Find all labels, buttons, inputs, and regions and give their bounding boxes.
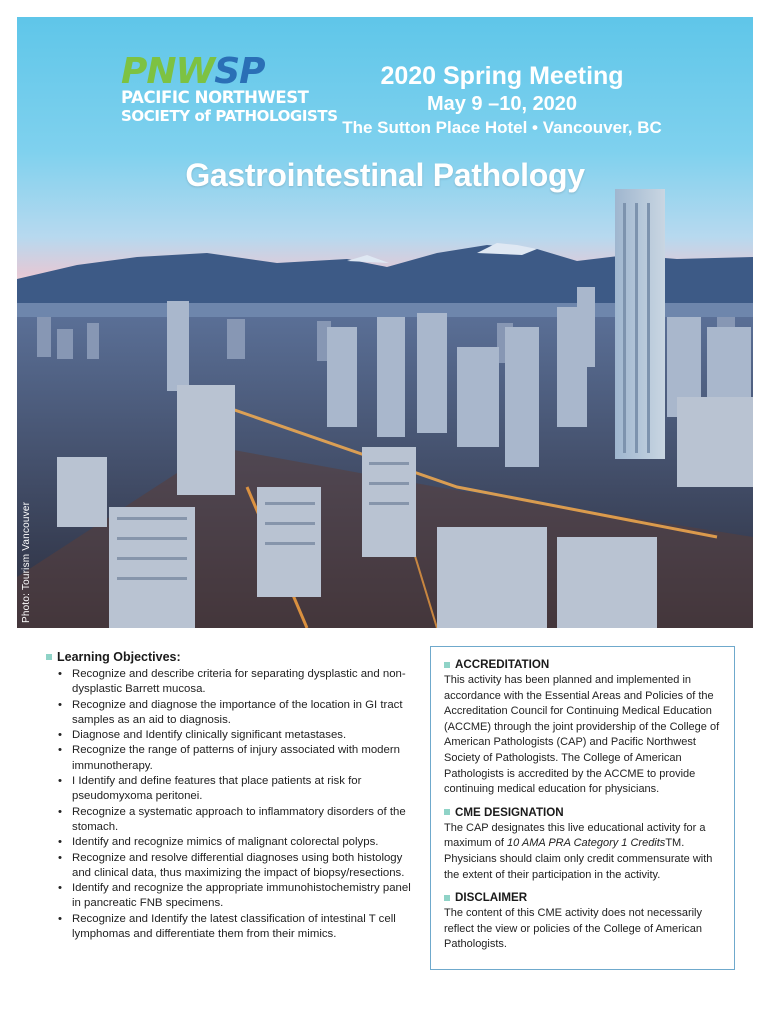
pnwsp-logo (121, 51, 338, 125)
logo-mark: PNWSP (121, 51, 265, 92)
learning-objectives (46, 650, 412, 942)
logo-line-2: SOCIETY of PATHOLOGISTS (121, 107, 338, 125)
photo-credit: Photo: Tourism Vancouver (21, 501, 32, 623)
meeting-venue: The Sutton Place Hotel • Vancouver, BC (342, 118, 662, 137)
bullet-icon: • (58, 851, 62, 864)
meeting-info (317, 61, 687, 139)
list-item: • Recognize and Identify the latest classification of intestinal T cell lymphomas and differentiate them from their mimics. (58, 912, 396, 941)
bullet-icon: • (58, 668, 62, 680)
bullet-icon: • (58, 744, 62, 757)
disclaimer-heading: DISCLAIMER (444, 891, 724, 904)
list-item: • Recognize a systematic approach to inflammatory disorders of the stomach. (58, 805, 406, 833)
list-item: • Diagnose and Identify clinically significant metastases. (46, 728, 412, 743)
bullet-icon: • (58, 805, 62, 818)
square-bullet-icon (444, 662, 450, 668)
accreditation-heading: ACCREDITATION (444, 658, 724, 671)
square-bullet-icon (46, 654, 52, 660)
bullet-icon: • (58, 729, 62, 742)
objectives-list (46, 667, 412, 942)
accreditation-box (430, 646, 735, 970)
cme-text: The CAP designates this live educational activity for a maximum of 10 AMA PRA Category 1 CreditsTM. Physicians should claim only credit commensurate with the extent of their participation in the activity. (444, 821, 713, 881)
meeting-title: 2020 Spring Meeting (380, 62, 624, 90)
disclaimer-text: The content of this CME activity does not necessarily reflect the view or policies of the College of American Pathologists. (444, 907, 703, 951)
bullet-icon: • (58, 882, 62, 895)
square-bullet-icon (444, 809, 450, 815)
list-item: • Identify and recognize mimics of malignant colorectal polyps. (46, 835, 412, 850)
objectives-heading: Learning Objectives: (46, 650, 412, 664)
logo-line-1: PACIFIC NORTHWEST (121, 88, 309, 107)
cme-heading: CME DESIGNATION (444, 806, 724, 819)
meeting-dates: May 9 –10, 2020 (426, 93, 578, 115)
list-item: • Recognize and describe criteria for separating dysplastic and non-dysplastic Barrett mucosa. (58, 668, 406, 696)
list-item: • Recognize and resolve differential diagnoses using both histology and clinical data, thus maximizing the impact of biopsy/resections. (58, 851, 405, 879)
bullet-icon: • (58, 836, 62, 849)
list-item: • I Identify and define features that place patients at risk for pseudomyxoma peritonei. (58, 775, 362, 803)
accreditation-text: This activity has been planned and implemented in accordance with the Essential Areas and Policies of the Accreditation Council for Continuing Medical Education (ACCME) through the joint providership of the College of American Pathologists (CAP) and Pacific Northwest Society of Pathologists. The College of American Pathologists is accredited by the ACCME to provide continuing medical education for physicians. (444, 674, 720, 796)
bullet-icon: • (58, 912, 62, 925)
list-item: • Identify and recognize the appropriate immunohistochemistry panel in pancreatic FNB specimens. (58, 882, 411, 910)
topic-title: Gastrointestinal Pathology (185, 157, 585, 193)
list-item: • Recognize the range of patterns of injury associated with modern immunotherapy. (58, 744, 400, 772)
hero-photo (17, 17, 753, 628)
square-bullet-icon (444, 895, 450, 901)
bullet-icon: • (58, 775, 62, 788)
bullet-icon: • (58, 698, 62, 711)
list-item: • Recognize and diagnose the importance of the location in GI tract samples as an aid to diagnosis. (58, 698, 403, 726)
